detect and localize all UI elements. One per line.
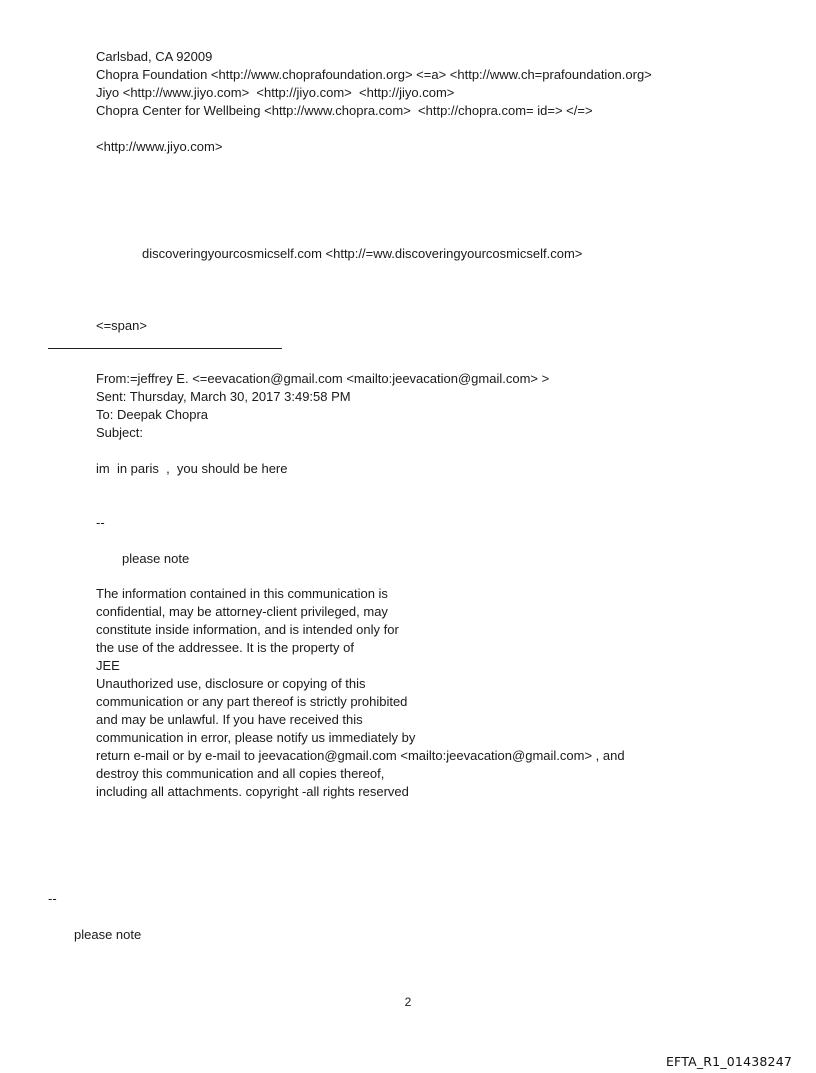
document-id: EFTA_R1_01438247	[665, 1054, 792, 1069]
disclaimer-line: communication or any part thereof is strictly prohibited	[96, 694, 408, 709]
disclaimer-line: communication in error, please notify us immediately by	[96, 730, 416, 745]
page-number: 2	[404, 995, 412, 1009]
email-body: im in paris , you should be here	[96, 461, 288, 476]
cosmic-self-link[interactable]: discoveringyourcosmicself.com <http://=ww.discoveringyourcosmicself.com>	[142, 246, 583, 261]
trailer-dash: --	[48, 891, 57, 906]
disclaimer-line: JEE	[96, 658, 120, 673]
jiyo-link[interactable]: <http://www.jiyo.com>	[96, 139, 223, 154]
disclaimer-line: and may be unlawful. If you have received this	[96, 712, 363, 727]
email-subject: Subject:	[96, 425, 143, 440]
disclaimer-line: including all attachments. copyright -all rights reserved	[96, 784, 409, 799]
address-line: Carlsbad, CA 92009	[96, 49, 213, 64]
separator-rule	[48, 348, 282, 349]
jiyo-links[interactable]: Jiyo <http://www.jiyo.com> <http://jiyo.com> <http://jiyo.com>	[96, 85, 455, 100]
email-to: To: Deepak Chopra	[96, 407, 209, 422]
disclaimer-line: confidential, may be attorney-client privileged, may	[96, 604, 388, 619]
signature-dash: --	[96, 515, 105, 530]
chopra-foundation-link[interactable]: Chopra Foundation <http://www.choprafoundation.org> <=a> <http://www.ch=prafoundation.org>	[96, 67, 652, 82]
disclaimer-line: the use of the addressee. It is the property of	[96, 640, 354, 655]
disclaimer-line: The information contained in this communication is	[96, 586, 388, 601]
please-note-heading: please note	[122, 551, 190, 566]
disclaimer-line: constitute inside information, and is intended only for	[96, 622, 399, 637]
disclaimer-email-line: return e-mail or by e-mail to jeevacation@gmail.com <mailto:jeevacation@gmail.com> , and	[96, 748, 625, 763]
email-from: From:=jeffrey E. <=eevacation@gmail.com <mailto:jeevacation@gmail.com> >	[96, 371, 550, 386]
disclaimer-line: Unauthorized use, disclosure or copying of this	[96, 676, 366, 691]
trailer-please-note: please note	[74, 927, 142, 942]
email-sent: Sent: Thursday, March 30, 2017 3:49:58 PM	[96, 389, 351, 404]
disclaimer-line: destroy this communication and all copies thereof,	[96, 766, 385, 781]
chopra-center-link[interactable]: Chopra Center for Wellbeing <http://www.chopra.com> <http://chopra.com= id=> </=>	[96, 103, 593, 118]
span-tag-text: <=span>	[96, 318, 147, 333]
